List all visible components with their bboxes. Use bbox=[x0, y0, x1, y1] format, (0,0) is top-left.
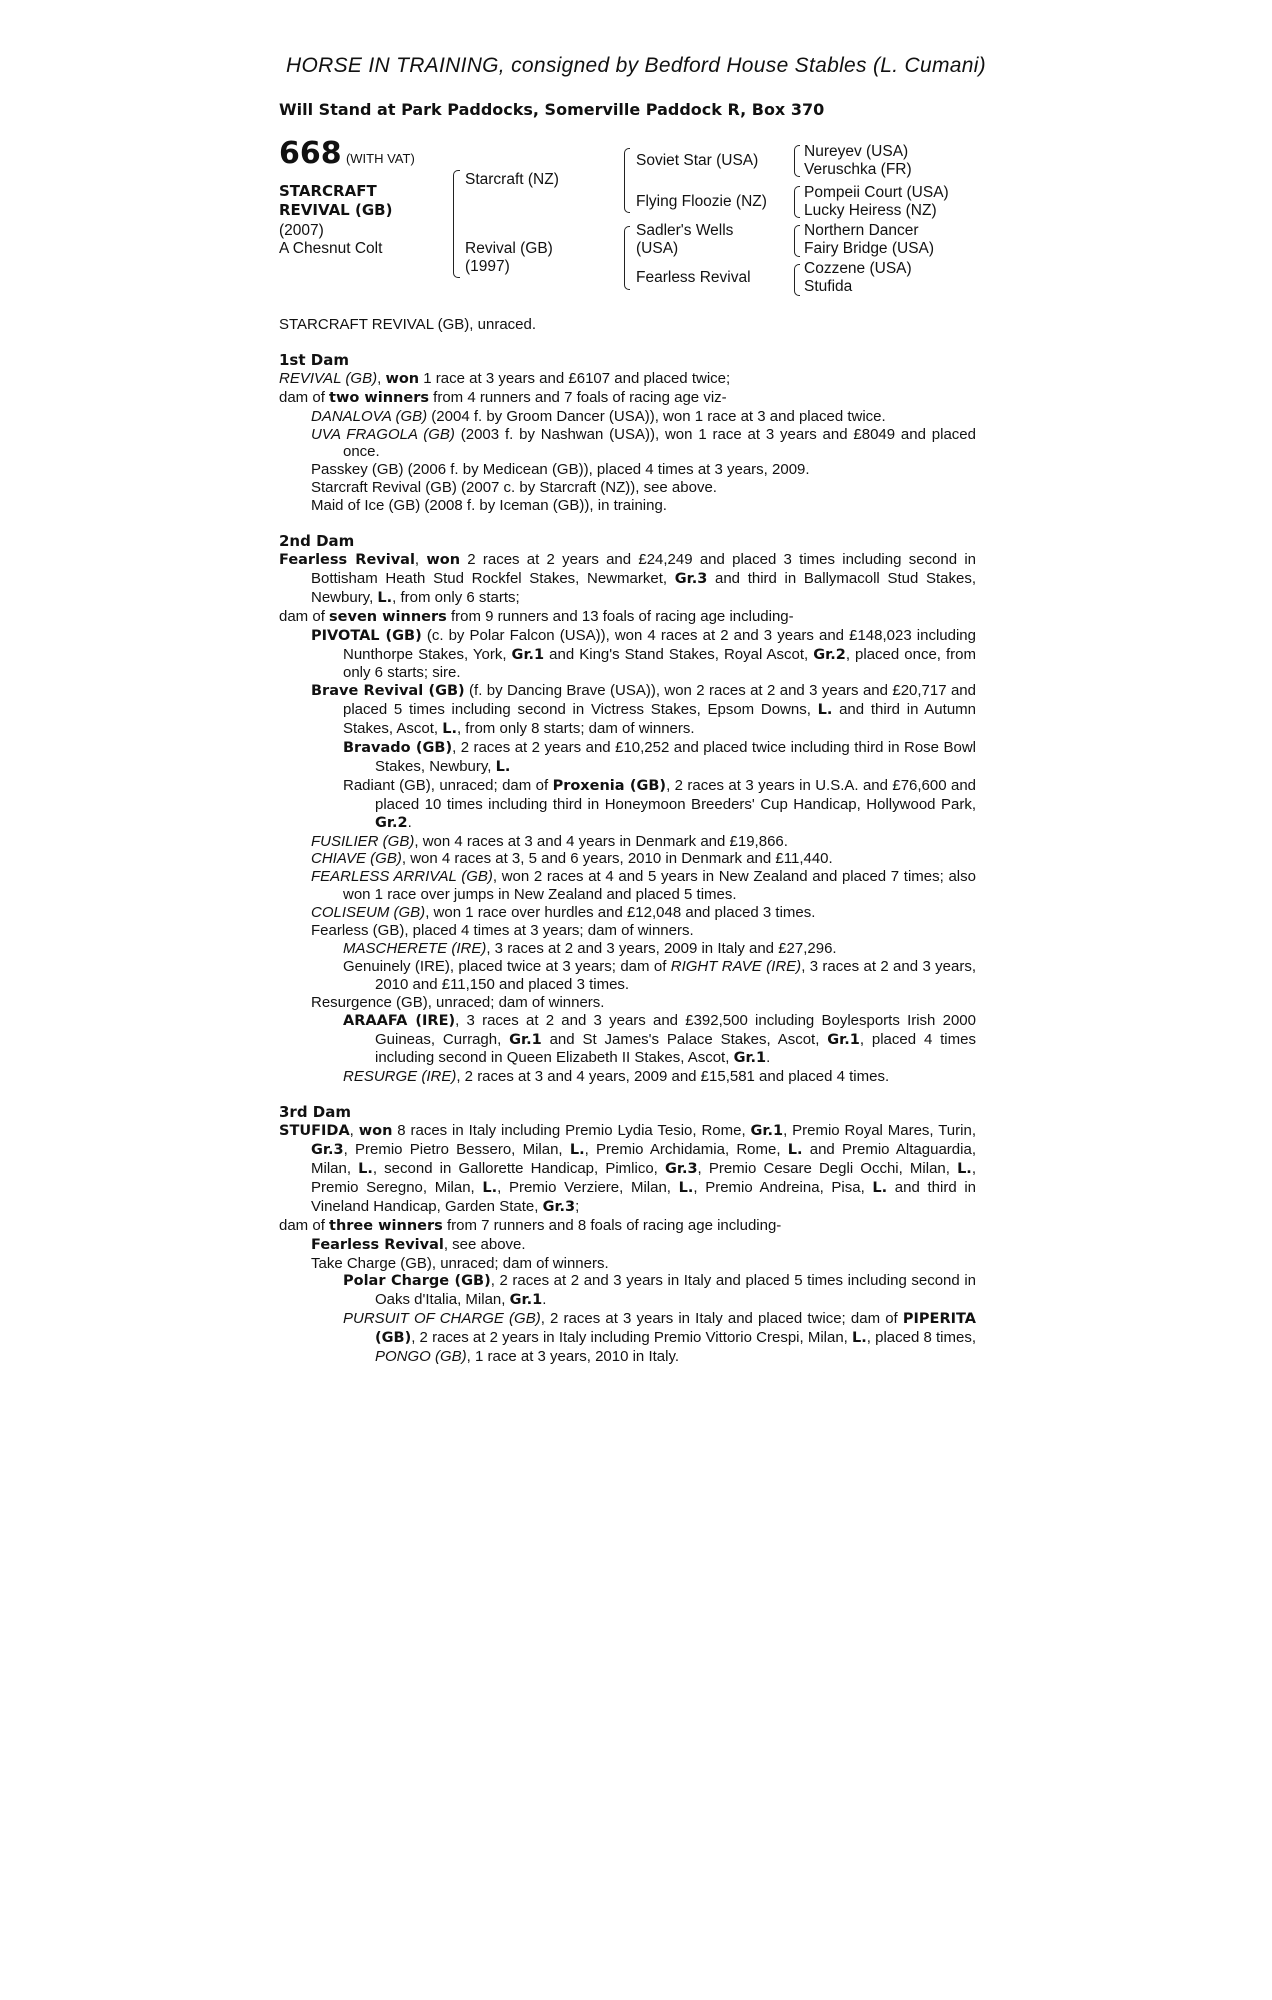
dam-name: Revival (GB) bbox=[465, 240, 553, 257]
second-dam-record: Fearless Revival, won 2 races at 2 years and £24,249 and placed 3 times including second in Bottisham Heath Stud Rockfel Stakes, Newmarket, Gr.3 and third in Ballymacoll Stud Stakes, Newbury, L., from only 6 starts; bbox=[279, 550, 976, 606]
pedigree-brace-dd bbox=[794, 264, 800, 296]
first-dam-heading: 1st Dam bbox=[279, 350, 349, 369]
page-title: HORSE IN TRAINING, consigned by Bedford House Stables (L. Cumani) bbox=[286, 54, 986, 77]
pedigree-brace-ds bbox=[794, 225, 800, 257]
produce-entry: PIVOTAL (GB) (c. by Polar Falcon (USA)), won 4 races at 2 and 3 years and £148,023 including Nunthorpe Stakes, York, Gr.1 and King's Stand Stakes, Royal Ascot, Gr.2, placed once, from only 6 starts; sire. bbox=[311, 626, 976, 682]
produce-entry: Brave Revival (GB) (f. by Dancing Brave (USA)), won 2 races at 2 and 3 years and £20,717 and placed 5 times including second in Victress Stakes, Epsom Downs, L. and third in Autumn Stakes, Ascot, L., from only 8 starts; dam of winners. bbox=[311, 682, 976, 738]
produce-entry: COLISEUM (GB), won 1 race over hurdles and £12,048 and placed 3 times. bbox=[311, 904, 816, 922]
stand-location: Will Stand at Park Paddocks, Somerville Paddock R, Box 370 bbox=[279, 100, 825, 119]
pedigree-brace-sire bbox=[624, 148, 630, 213]
produce-entry: DANALOVA (GB) (2004 f. by Groom Dancer (USA)), won 1 race at 3 and placed twice. bbox=[311, 407, 886, 425]
produce-entry: FEARLESS ARRIVAL (GB), won 2 races at 4 and 5 years in New Zealand and placed 7 times; also won 1 race over jumps in New Zealand and placed 5 times. bbox=[311, 868, 976, 904]
dam-dam-sire: Cozzene (USA) bbox=[804, 260, 912, 277]
dam-dam-dam: Stufida bbox=[804, 278, 853, 295]
dam-sire-line2: (USA) bbox=[636, 240, 679, 257]
pedigree-brace-main bbox=[453, 170, 460, 278]
produce-entry: RESURGE (IRE), 2 races at 3 and 4 years, 2009 and £15,581 and placed 4 times. bbox=[343, 1068, 890, 1086]
sire-sire-sire: Nureyev (USA) bbox=[804, 143, 909, 160]
third-dam-heading: 3rd Dam bbox=[279, 1103, 351, 1122]
foaling-year: (2007) bbox=[279, 222, 324, 239]
produce-entry: Polar Charge (GB), 2 races at 2 and 3 years in Italy and placed 5 times including second in Oaks d'Italia, Milan, Gr.1. bbox=[343, 1272, 976, 1309]
produce-entry: MASCHERETE (IRE), 3 races at 2 and 3 years, 2009 in Italy and £27,296. bbox=[343, 940, 837, 957]
horse-name-line1: STARCRAFT bbox=[279, 182, 377, 200]
intro-line: STARCRAFT REVIVAL (GB), unraced. bbox=[279, 316, 537, 333]
dam-dam: Fearless Revival bbox=[636, 269, 751, 286]
race-record bbox=[279, 316, 976, 1366]
sire-sire-dam: Veruschka (FR) bbox=[804, 161, 912, 178]
produce-entry: Fearless Revival, see above. bbox=[311, 1235, 526, 1253]
third-dam-record: STUFIDA, won 8 races in Italy including Premio Lydia Tesio, Rome, Gr.1, Premio Royal Mares, Turin, Gr.3, Premio Pietro Bessero, Milan, L., Premio Archidamia, Rome, L. and Premio Altaguardia, Milan, L., second in Gallorette Handicap, Pimlico, Gr.3, Premio Cesare Degli Occhi, Milan, L., Premio Seregno, Milan, L., Premio Verziere, Milan, L., Premio Andreina, Pisa, L. and third in Vineland Handicap, Garden State, Gr.3; bbox=[279, 1122, 976, 1215]
horse-name-line2: REVIVAL (GB) bbox=[279, 201, 393, 219]
produce-entry: Resurgence (GB), unraced; dam of winners. bbox=[311, 993, 605, 1011]
first-dam-record: REVIVAL (GB), won 1 race at 3 years and £6107 and placed twice; bbox=[279, 369, 731, 387]
sire-dam-dam: Lucky Heiress (NZ) bbox=[804, 202, 937, 219]
horse-description: A Chesnut Colt bbox=[279, 240, 383, 257]
dam-year: (1997) bbox=[465, 258, 510, 275]
produce-entry: FUSILIER (GB), won 4 races at 3 and 4 years in Denmark and £19,866. bbox=[311, 832, 788, 850]
sire-sire: Soviet Star (USA) bbox=[636, 152, 759, 169]
produce-entry: Passkey (GB) (2006 f. by Medicean (GB)), placed 4 times at 3 years, 2009. bbox=[311, 461, 810, 479]
produce-entry: CHIAVE (GB), won 4 races at 3, 5 and 6 years, 2010 in Denmark and £11,440. bbox=[311, 850, 833, 868]
first-dam-produce: dam of two winners from 4 runners and 7 foals of racing age viz- bbox=[279, 388, 727, 406]
vat-note: (WITH VAT) bbox=[345, 151, 415, 166]
dam-sire-dam: Fairy Bridge (USA) bbox=[804, 240, 935, 257]
second-dam-heading: 2nd Dam bbox=[279, 532, 355, 551]
produce-entry: UVA FRAGOLA (GB) (2003 f. by Nashwan (USA)), won 1 race at 3 years and £8049 and placed once. bbox=[311, 425, 976, 461]
sire-dam: Flying Floozie (NZ) bbox=[636, 193, 767, 210]
third-dam-produce: dam of three winners from 7 runners and 8 foals of racing age including- bbox=[279, 1216, 782, 1234]
lot-number: 668 bbox=[279, 136, 342, 171]
lot-info bbox=[279, 136, 415, 171]
produce-entry: PURSUIT OF CHARGE (GB), 2 races at 3 years in Italy and placed twice; dam of PIPERITA (GB), 2 races at 2 years in Italy including Premio Vittorio Crespi, Milan, L., placed 8 times, PONGO (GB), 1 race at 3 years, 2010 in Italy. bbox=[343, 1310, 976, 1366]
second-dam-produce: dam of seven winners from 9 runners and 13 foals of racing age including- bbox=[279, 607, 794, 625]
produce-entry: Genuinely (IRE), placed twice at 3 years; dam of RIGHT RAVE (IRE), 3 races at 2 and 3 years, 2010 and £11,150 and placed 3 times. bbox=[343, 957, 977, 993]
produce-entry: Radiant (GB), unraced; dam of Proxenia (GB), 2 races at 3 years in U.S.A. and £76,600 and placed 10 times including third in Honeymoon Breeders' Cup Handicap, Hollywood Park, Gr.2. bbox=[343, 776, 976, 831]
sire-dam-sire: Pompeii Court (USA) bbox=[804, 184, 949, 201]
produce-entry: Fearless (GB), placed 4 times at 3 years; dam of winners. bbox=[311, 922, 694, 940]
dam-sire-sire: Northern Dancer bbox=[804, 222, 919, 239]
pedigree-brace-sd bbox=[794, 186, 800, 218]
produce-entry: ARAAFA (IRE), 3 races at 2 and 3 years and £392,500 including Boylesports Irish 2000 Guineas, Curragh, Gr.1 and St James's Palace Stakes, Ascot, Gr.1, placed 4 times including second in Queen Elizabeth II Stakes, Ascot, Gr.1. bbox=[343, 1011, 976, 1067]
produce-entry: Starcraft Revival (GB) (2007 c. by Starcraft (NZ)), see above. bbox=[311, 479, 717, 497]
produce-entry: Bravado (GB), 2 races at 2 years and £10,252 and placed twice including third in Rose Bowl Stakes, Newbury, L. bbox=[343, 739, 976, 775]
sire: Starcraft (NZ) bbox=[465, 171, 559, 188]
dam-sire-line1: Sadler's Wells bbox=[636, 222, 734, 239]
pedigree-brace-ss bbox=[794, 145, 800, 177]
produce-entry: Take Charge (GB), unraced; dam of winners. bbox=[311, 1254, 609, 1272]
produce-entry: Maid of Ice (GB) (2008 f. by Iceman (GB)), in training. bbox=[311, 497, 667, 515]
pedigree-brace-dam bbox=[624, 226, 630, 290]
